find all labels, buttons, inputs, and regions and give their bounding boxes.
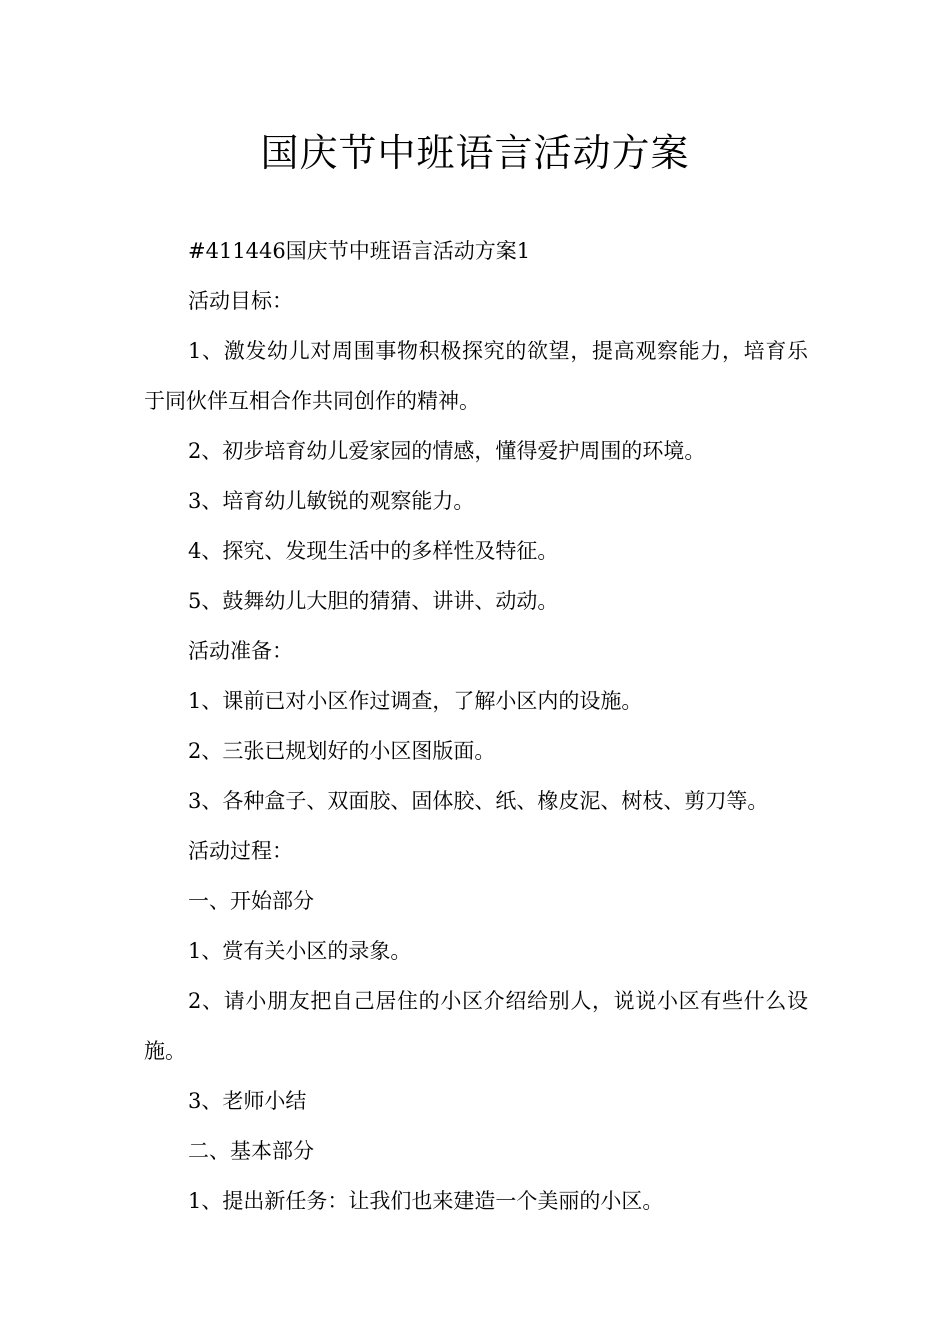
paragraph: 2、三张已规划好的小区图版面。 — [188, 739, 496, 763]
paragraph: 活动过程： — [188, 839, 293, 863]
paragraph: 一、开始部分 — [188, 889, 314, 913]
paragraph: 二、基本部分 — [188, 1139, 314, 1163]
document-title: 国庆节中班语言活动方案 — [260, 131, 690, 175]
paragraph: 5、鼓舞幼儿大胆的猜猜、讲讲、动动。 — [188, 589, 559, 613]
paragraph: 3、老师小结 — [188, 1089, 307, 1113]
paragraph: 1、赏有关小区的录象。 — [188, 939, 412, 963]
paragraph: 3、各种盒子、双面胶、固体胶、纸、橡皮泥、树枝、剪刀等。 — [188, 789, 769, 813]
paragraph: 活动准备： — [188, 639, 293, 663]
paragraph: 2、初步培育幼儿爱家园的情感，懂得爱护周围的环境。 — [188, 439, 706, 463]
paragraph: 1、提出新任务：让我们也来建造一个美丽的小区。 — [188, 1189, 664, 1213]
paragraph: 3、培育幼儿敏锐的观察能力。 — [188, 489, 475, 513]
paragraph: 1、激发幼儿对周围事物积极探究的欲望，提高观察能力，培育乐于同伙伴互相合作共同创作的精神。 — [144, 339, 808, 413]
paragraph: 2、请小朋友把自己居住的小区介绍给别人，说说小区有些什么设施。 — [144, 989, 808, 1063]
paragraph: 1、课前已对小区作过调查，了解小区内的设施。 — [188, 689, 643, 713]
paragraph: 4、探究、发现生活中的多样性及特征。 — [188, 539, 559, 563]
paragraph: 活动目标： — [188, 289, 293, 313]
document-body — [144, 226, 808, 1226]
paragraph: #411446国庆节中班语言活动方案1 — [188, 239, 531, 263]
